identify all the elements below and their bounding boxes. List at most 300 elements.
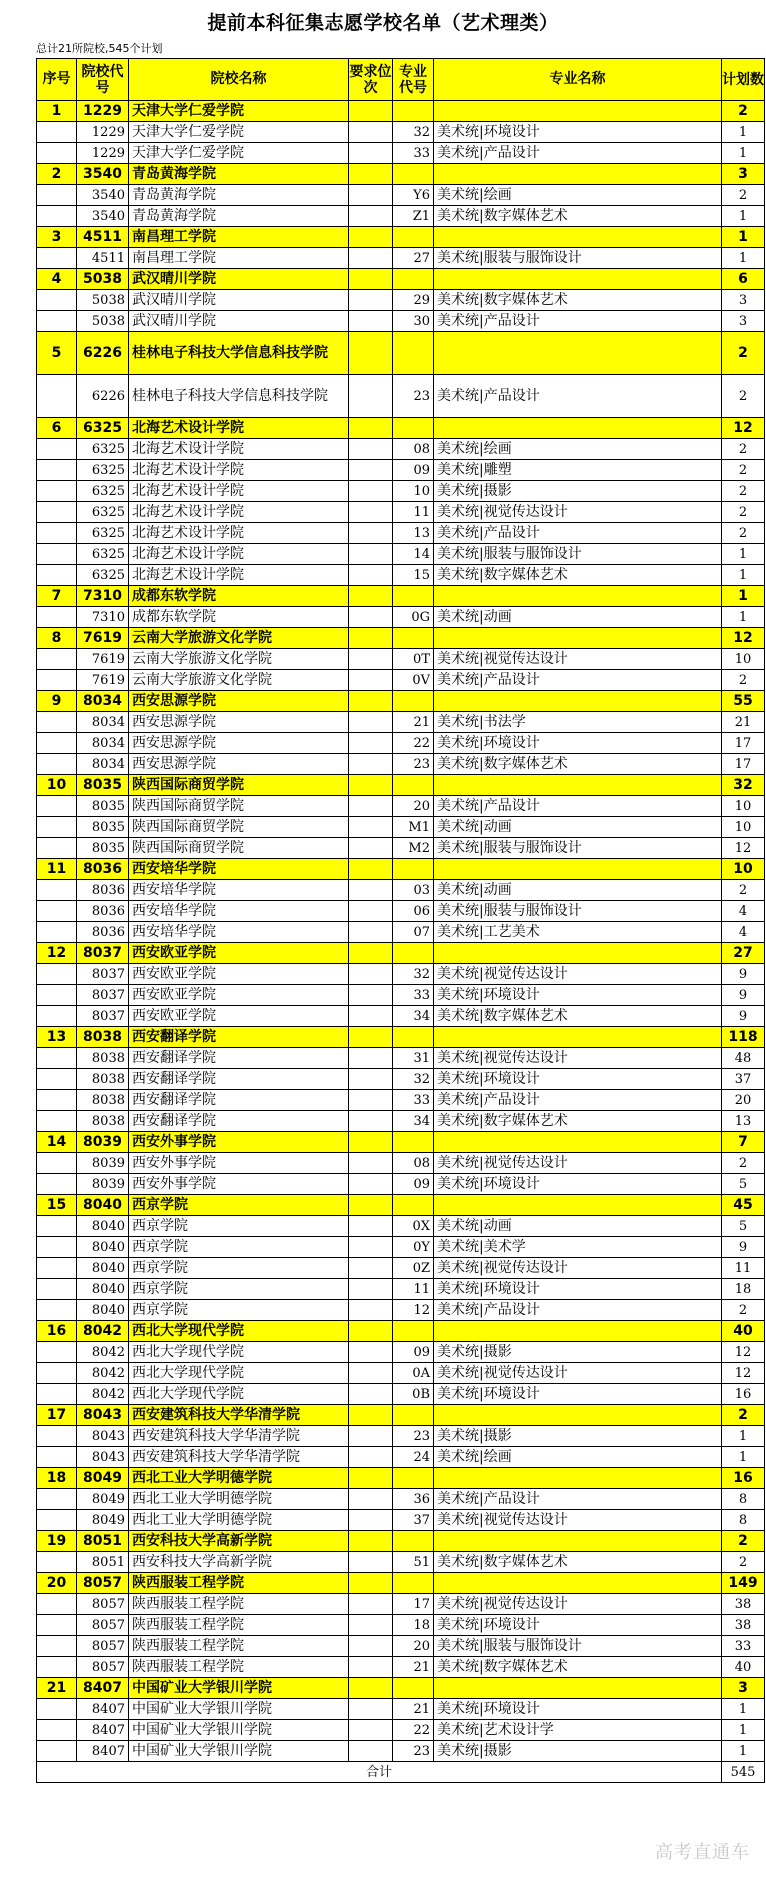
school-major-name	[434, 1195, 722, 1216]
school-name: 西北大学现代学院	[129, 1321, 349, 1342]
major-rank	[349, 1216, 393, 1237]
school-row	[37, 1678, 765, 1699]
major-school-name: 西安思源学院	[129, 712, 349, 733]
major-school-name: 天津大学仁爱学院	[129, 122, 349, 143]
major-school-name: 北海艺术设计学院	[129, 481, 349, 502]
school-rank	[349, 859, 393, 880]
major-seq	[37, 1300, 77, 1321]
school-row	[37, 1531, 765, 1552]
major-school-code: 8040	[77, 1258, 129, 1279]
major-row	[37, 733, 765, 754]
major-code: 23	[393, 375, 434, 418]
major-plan: 1	[722, 1741, 765, 1762]
table-body	[37, 101, 765, 1783]
school-major-name	[434, 1468, 722, 1489]
major-name: 美术统|产品设计	[434, 1090, 722, 1111]
major-school-name: 西安翻译学院	[129, 1069, 349, 1090]
major-plan: 40	[722, 1657, 765, 1678]
school-name: 北海艺术设计学院	[129, 418, 349, 439]
school-row	[37, 1027, 765, 1048]
major-row	[37, 985, 765, 1006]
school-major-name	[434, 1321, 722, 1342]
major-name: 美术统|产品设计	[434, 1489, 722, 1510]
major-seq	[37, 985, 77, 1006]
school-row	[37, 1132, 765, 1153]
watermark: 高考直通车	[655, 1842, 750, 1863]
school-seq: 5	[37, 332, 77, 375]
major-name: 美术统|动画	[434, 1216, 722, 1237]
school-rank	[349, 418, 393, 439]
school-seq: 21	[37, 1678, 77, 1699]
major-school-name: 西安欧亚学院	[129, 1006, 349, 1027]
school-name: 陕西国际商贸学院	[129, 775, 349, 796]
major-school-code: 8038	[77, 1090, 129, 1111]
school-seq: 4	[37, 269, 77, 290]
major-school-name: 陕西服装工程学院	[129, 1615, 349, 1636]
major-row	[37, 649, 765, 670]
school-plan: 12	[722, 418, 765, 439]
major-rank	[349, 1594, 393, 1615]
major-plan: 20	[722, 1090, 765, 1111]
major-school-name: 西安翻译学院	[129, 1090, 349, 1111]
major-code: 33	[393, 143, 434, 164]
school-major-name	[434, 775, 722, 796]
major-school-code: 5038	[77, 311, 129, 332]
major-plan: 1	[722, 206, 765, 227]
school-seq: 7	[37, 586, 77, 607]
school-seq: 19	[37, 1531, 77, 1552]
major-plan: 2	[722, 670, 765, 691]
major-name: 美术统|视觉传达设计	[434, 1048, 722, 1069]
major-school-code: 8037	[77, 964, 129, 985]
major-plan: 16	[722, 1384, 765, 1405]
school-row	[37, 1195, 765, 1216]
major-school-code: 8037	[77, 985, 129, 1006]
school-code: 8037	[77, 943, 129, 964]
major-name: 美术统|视觉传达设计	[434, 502, 722, 523]
school-major-name	[434, 1132, 722, 1153]
major-row	[37, 1363, 765, 1384]
major-school-name: 陕西国际商贸学院	[129, 796, 349, 817]
school-major-code	[393, 628, 434, 649]
major-seq	[37, 1342, 77, 1363]
major-seq	[37, 1258, 77, 1279]
major-school-code: 8034	[77, 733, 129, 754]
major-name: 美术统|数字媒体艺术	[434, 206, 722, 227]
major-school-code: 8057	[77, 1657, 129, 1678]
major-row	[37, 901, 765, 922]
major-row	[37, 1048, 765, 1069]
major-code: 08	[393, 439, 434, 460]
major-school-code: 1229	[77, 143, 129, 164]
school-row	[37, 628, 765, 649]
school-code: 6325	[77, 418, 129, 439]
major-seq	[37, 1237, 77, 1258]
major-rank	[349, 481, 393, 502]
major-name: 美术统|产品设计	[434, 375, 722, 418]
school-code: 8051	[77, 1531, 129, 1552]
major-code: 0T	[393, 649, 434, 670]
major-school-code: 8036	[77, 901, 129, 922]
major-code: 20	[393, 796, 434, 817]
school-plan: 40	[722, 1321, 765, 1342]
school-major-code	[393, 269, 434, 290]
major-rank	[349, 544, 393, 565]
major-code: 09	[393, 460, 434, 481]
school-seq: 18	[37, 1468, 77, 1489]
major-code: Y6	[393, 185, 434, 206]
school-major-code	[393, 1027, 434, 1048]
school-code: 8039	[77, 1132, 129, 1153]
major-name: 美术统|视觉传达设计	[434, 1363, 722, 1384]
major-row	[37, 122, 765, 143]
major-code: 23	[393, 1426, 434, 1447]
major-row	[37, 1699, 765, 1720]
total-label: 合计	[37, 1762, 722, 1783]
major-row	[37, 481, 765, 502]
major-school-code: 8035	[77, 817, 129, 838]
school-major-code	[393, 332, 434, 375]
major-row	[37, 185, 765, 206]
school-seq: 3	[37, 227, 77, 248]
header-major-name: 专业名称	[434, 59, 722, 101]
major-seq	[37, 1069, 77, 1090]
major-school-name: 中国矿业大学银川学院	[129, 1699, 349, 1720]
major-rank	[349, 185, 393, 206]
major-seq	[37, 1615, 77, 1636]
major-school-name: 武汉晴川学院	[129, 311, 349, 332]
major-name: 美术统|环境设计	[434, 1279, 722, 1300]
major-code: 30	[393, 311, 434, 332]
major-rank	[349, 1657, 393, 1678]
major-rank	[349, 1720, 393, 1741]
major-seq	[37, 817, 77, 838]
header-row	[37, 59, 765, 101]
major-row	[37, 1447, 765, 1468]
major-seq	[37, 544, 77, 565]
major-plan: 1	[722, 122, 765, 143]
major-row	[37, 1657, 765, 1678]
major-row	[37, 607, 765, 628]
header-required-rank: 要求位次	[349, 59, 393, 101]
school-code: 4511	[77, 227, 129, 248]
major-school-name: 成都东软学院	[129, 607, 349, 628]
major-rank	[349, 1699, 393, 1720]
major-code: 34	[393, 1111, 434, 1132]
school-name: 西安欧亚学院	[129, 943, 349, 964]
major-school-code: 7619	[77, 649, 129, 670]
major-school-name: 西安欧亚学院	[129, 964, 349, 985]
major-school-code: 5038	[77, 290, 129, 311]
major-row	[37, 1090, 765, 1111]
major-row	[37, 248, 765, 269]
major-row	[37, 1426, 765, 1447]
major-plan: 48	[722, 1048, 765, 1069]
major-name: 美术统|艺术设计学	[434, 1720, 722, 1741]
major-name: 美术统|数字媒体艺术	[434, 565, 722, 586]
major-code: 0G	[393, 607, 434, 628]
school-name: 天津大学仁爱学院	[129, 101, 349, 122]
major-school-name: 北海艺术设计学院	[129, 439, 349, 460]
major-seq	[37, 880, 77, 901]
major-row	[37, 1741, 765, 1762]
major-school-code: 8038	[77, 1048, 129, 1069]
major-code: 0A	[393, 1363, 434, 1384]
school-name: 南昌理工学院	[129, 227, 349, 248]
school-plan: 32	[722, 775, 765, 796]
major-seq	[37, 670, 77, 691]
major-seq	[37, 248, 77, 269]
school-row	[37, 691, 765, 712]
major-name: 美术统|产品设计	[434, 1300, 722, 1321]
major-row	[37, 1342, 765, 1363]
major-row	[37, 523, 765, 544]
major-row	[37, 880, 765, 901]
major-plan: 38	[722, 1594, 765, 1615]
school-seq: 16	[37, 1321, 77, 1342]
major-plan: 1	[722, 565, 765, 586]
major-rank	[349, 754, 393, 775]
school-rank	[349, 1678, 393, 1699]
school-major-code	[393, 1468, 434, 1489]
school-rank	[349, 1405, 393, 1426]
school-seq: 9	[37, 691, 77, 712]
major-code: 20	[393, 1636, 434, 1657]
major-name: 美术统|视觉传达设计	[434, 1153, 722, 1174]
major-row	[37, 817, 765, 838]
major-row	[37, 1153, 765, 1174]
major-school-code: 8043	[77, 1426, 129, 1447]
major-plan: 1	[722, 1699, 765, 1720]
major-name: 美术统|数字媒体艺术	[434, 1111, 722, 1132]
major-school-name: 西北工业大学明德学院	[129, 1489, 349, 1510]
major-rank	[349, 1615, 393, 1636]
school-rank	[349, 1132, 393, 1153]
major-school-name: 云南大学旅游文化学院	[129, 670, 349, 691]
major-school-code: 8035	[77, 796, 129, 817]
major-row	[37, 796, 765, 817]
school-code: 8042	[77, 1321, 129, 1342]
major-seq	[37, 311, 77, 332]
major-school-name: 西安思源学院	[129, 754, 349, 775]
major-seq	[37, 122, 77, 143]
major-code: 08	[393, 1153, 434, 1174]
major-school-code: 8036	[77, 880, 129, 901]
school-seq: 10	[37, 775, 77, 796]
major-school-name: 北海艺术设计学院	[129, 523, 349, 544]
school-code: 5038	[77, 269, 129, 290]
major-seq	[37, 1720, 77, 1741]
major-code: 0B	[393, 1384, 434, 1405]
school-major-name	[434, 101, 722, 122]
major-code: 33	[393, 1090, 434, 1111]
major-seq	[37, 754, 77, 775]
school-code: 8034	[77, 691, 129, 712]
major-code: 37	[393, 1510, 434, 1531]
school-major-name	[434, 691, 722, 712]
major-plan: 17	[722, 733, 765, 754]
major-name: 美术统|数字媒体艺术	[434, 1552, 722, 1573]
major-rank	[349, 1489, 393, 1510]
major-school-code: 8407	[77, 1699, 129, 1720]
major-row	[37, 460, 765, 481]
major-seq	[37, 502, 77, 523]
school-code: 8043	[77, 1405, 129, 1426]
major-plan: 3	[722, 311, 765, 332]
school-major-code	[393, 775, 434, 796]
major-name: 美术统|视觉传达设计	[434, 964, 722, 985]
major-name: 美术统|服装与服饰设计	[434, 838, 722, 859]
school-name: 西北工业大学明德学院	[129, 1468, 349, 1489]
major-name: 美术统|摄影	[434, 1342, 722, 1363]
major-school-code: 8049	[77, 1510, 129, 1531]
major-plan: 2	[722, 185, 765, 206]
major-plan: 33	[722, 1636, 765, 1657]
major-code: 27	[393, 248, 434, 269]
major-school-name: 西安科技大学高新学院	[129, 1552, 349, 1573]
school-row	[37, 227, 765, 248]
school-rank	[349, 775, 393, 796]
school-major-name	[434, 1027, 722, 1048]
major-name: 美术统|摄影	[434, 481, 722, 502]
major-school-code: 4511	[77, 248, 129, 269]
major-name: 美术统|服装与服饰设计	[434, 544, 722, 565]
major-rank	[349, 901, 393, 922]
major-seq	[37, 185, 77, 206]
major-code: Z1	[393, 206, 434, 227]
major-name: 美术统|摄影	[434, 1426, 722, 1447]
major-seq	[37, 838, 77, 859]
major-code: 09	[393, 1342, 434, 1363]
school-seq: 11	[37, 859, 77, 880]
major-rank	[349, 1069, 393, 1090]
major-code: 29	[393, 290, 434, 311]
school-seq: 8	[37, 628, 77, 649]
major-row	[37, 290, 765, 311]
major-plan: 12	[722, 1342, 765, 1363]
school-row	[37, 1468, 765, 1489]
major-school-name: 北海艺术设计学院	[129, 544, 349, 565]
major-school-code: 6325	[77, 502, 129, 523]
major-school-code: 7619	[77, 670, 129, 691]
major-code: 36	[393, 1489, 434, 1510]
school-code: 8040	[77, 1195, 129, 1216]
major-name: 美术统|服装与服饰设计	[434, 901, 722, 922]
school-plan: 12	[722, 628, 765, 649]
school-plan: 3	[722, 1678, 765, 1699]
major-school-name: 西安翻译学院	[129, 1048, 349, 1069]
major-code: 34	[393, 1006, 434, 1027]
major-name: 美术统|摄影	[434, 1741, 722, 1762]
major-plan: 2	[722, 502, 765, 523]
major-rank	[349, 985, 393, 1006]
school-rank	[349, 1027, 393, 1048]
school-major-name	[434, 586, 722, 607]
school-code: 7619	[77, 628, 129, 649]
school-seq: 6	[37, 418, 77, 439]
major-school-code: 8043	[77, 1447, 129, 1468]
major-rank	[349, 122, 393, 143]
major-school-name: 天津大学仁爱学院	[129, 143, 349, 164]
major-plan: 1	[722, 1447, 765, 1468]
major-rank	[349, 1111, 393, 1132]
major-seq	[37, 1741, 77, 1762]
major-rank	[349, 206, 393, 227]
school-name: 青岛黄海学院	[129, 164, 349, 185]
major-rank	[349, 290, 393, 311]
major-row	[37, 712, 765, 733]
major-row	[37, 544, 765, 565]
school-rank	[349, 332, 393, 375]
major-name: 美术统|动画	[434, 880, 722, 901]
school-major-code	[393, 1531, 434, 1552]
major-rank	[349, 922, 393, 943]
major-school-code: 6325	[77, 523, 129, 544]
major-code: M1	[393, 817, 434, 838]
major-row	[37, 311, 765, 332]
major-school-code: 8040	[77, 1300, 129, 1321]
major-code: 09	[393, 1174, 434, 1195]
school-major-code	[393, 164, 434, 185]
major-school-name: 西安培华学院	[129, 880, 349, 901]
total-plan: 545	[722, 1762, 765, 1783]
major-row	[37, 502, 765, 523]
major-seq	[37, 901, 77, 922]
major-school-name: 西京学院	[129, 1237, 349, 1258]
school-rank	[349, 586, 393, 607]
school-plan: 2	[722, 1531, 765, 1552]
major-plan: 2	[722, 1552, 765, 1573]
school-major-code	[393, 943, 434, 964]
major-name: 美术统|绘画	[434, 1447, 722, 1468]
major-plan: 11	[722, 1258, 765, 1279]
major-school-name: 北海艺术设计学院	[129, 460, 349, 481]
major-seq	[37, 1279, 77, 1300]
school-rank	[349, 227, 393, 248]
school-plan: 3	[722, 164, 765, 185]
major-row	[37, 1216, 765, 1237]
header-school-code: 院校代号	[77, 59, 129, 101]
major-school-code: 8407	[77, 1720, 129, 1741]
school-plan: 1	[722, 586, 765, 607]
major-school-code: 6325	[77, 481, 129, 502]
major-seq	[37, 565, 77, 586]
major-code: 24	[393, 1447, 434, 1468]
school-row	[37, 1573, 765, 1594]
school-name: 西安科技大学高新学院	[129, 1531, 349, 1552]
major-plan: 9	[722, 1006, 765, 1027]
major-school-name: 西安培华学院	[129, 901, 349, 922]
major-plan: 13	[722, 1111, 765, 1132]
school-plan: 10	[722, 859, 765, 880]
major-rank	[349, 565, 393, 586]
major-seq	[37, 649, 77, 670]
major-row	[37, 1594, 765, 1615]
major-row	[37, 1489, 765, 1510]
school-row	[37, 1405, 765, 1426]
major-code: 18	[393, 1615, 434, 1636]
school-row	[37, 1321, 765, 1342]
major-plan: 2	[722, 460, 765, 481]
major-plan: 2	[722, 880, 765, 901]
major-rank	[349, 1510, 393, 1531]
major-school-code: 8042	[77, 1363, 129, 1384]
major-name: 美术统|视觉传达设计	[434, 649, 722, 670]
major-code: M2	[393, 838, 434, 859]
major-row	[37, 1279, 765, 1300]
major-plan: 37	[722, 1069, 765, 1090]
major-school-name: 北海艺术设计学院	[129, 565, 349, 586]
